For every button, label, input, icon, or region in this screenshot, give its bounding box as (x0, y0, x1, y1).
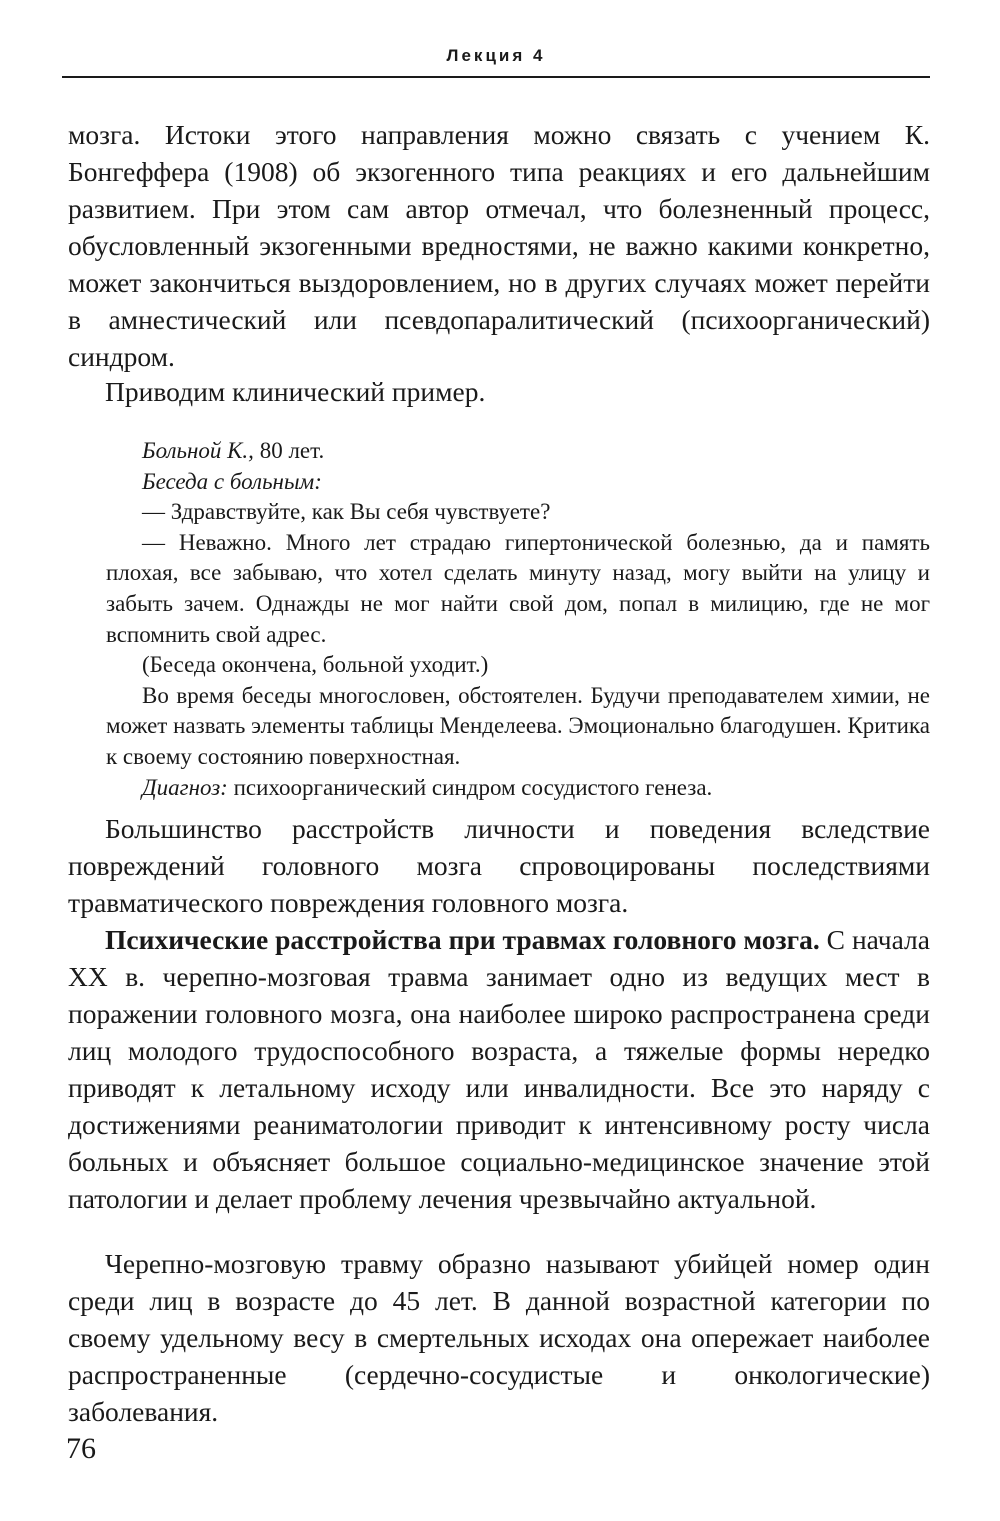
observation: Во время беседы многословен, обстоятелен. Будучи преподавателем химии, не может назвать элементы таблицы Менделеева. Эмоционально благодушен. Критика к своему состоянию поверхностная. (106, 682, 930, 769)
paragraph-text: мозга. Истоки этого направления можно связать с учением К. Бонгеффера (1908) об экзогенного типа реакциях и его дальнейшим развитием. При этом сам автор отмечал, что болезненный процесс, обусловленный экзогенными вредностями, не важно какими конкретно, может закончиться выздоровлением, но в других случаях может перейти в амнестический или псевдопаралитический (психоорганический) синдром. (68, 119, 930, 372)
patient-label: Больной К., (142, 438, 254, 463)
diagnosis-text: психоорганический синдром сосудистого генеза. (227, 774, 713, 800)
running-head: Лекция 4 (446, 46, 546, 65)
paragraph-example-intro (68, 373, 930, 410)
patient-answer: — Неважно. Много лет страдаю гипертонической болезнью, да и память плохая, все забываю, что хотел сделать минуту назад, могу выйти на улицу и забыть зачем. Однажды не мог найти свой дом, попал в милицию, где не мог вспомнить свой адрес. (106, 529, 930, 647)
paragraph-brain-trauma (68, 921, 930, 1217)
clinical-example (106, 436, 930, 803)
conversation-label-line (106, 467, 930, 498)
patient-line (106, 436, 930, 467)
paragraph-text: Черепно-мозговую травму образно называют убийцей номер один среди лиц в возрасте до 45 лет. В данной возрастной категории по своему удельному весу в смертельных исходах она опережает наиболее распространенные (сердечно-сосудистые и онкологические) заболевания. (68, 1248, 930, 1427)
paragraph-text: С начала XX в. черепно-мозговая травма занимает одно из ведущих мест в поражении головного мозга, она наиболее широко распространена среди лиц молодого трудоспособного возраста, а тяжелые формы нередко приводят к летальному исходу или инвалидности. Все это наряду с достижениями реаниматологии приводит к интенсивному росту числа больных и объясняет большое социально-медицинское значение этой патологии и делает проблему лечения чрезвычайно актуальной. (68, 924, 930, 1214)
conversation-label: Беседа с больным: (142, 468, 322, 494)
paragraph-trauma-statistics (68, 1245, 930, 1430)
patient-age: 80 лет. (253, 438, 325, 463)
paragraph-text: Приводим клинический пример. (105, 376, 486, 407)
paragraph-intro (68, 116, 930, 375)
diagnosis-label: Диагноз: (142, 774, 228, 800)
section-run-in-heading: Психические расстройства при травмах головного мозга. (105, 924, 820, 955)
paragraph-body (68, 921, 930, 1217)
paragraph-text: Большинство расстройств личности и поведения вследствие повреждений головного мозга спровоцированы последствиями травматического повреждения головного мозга. (68, 813, 930, 918)
page-number: 76 (66, 1432, 96, 1465)
paragraph-personality-disorders (68, 810, 930, 921)
conversation-end: (Беседа окончена, больной уходит.) (142, 652, 489, 678)
header-rule (62, 76, 930, 78)
doctor-question: — Здравствуйте, как Вы себя чувствуете? (142, 499, 551, 525)
diagnosis-line (106, 773, 930, 804)
